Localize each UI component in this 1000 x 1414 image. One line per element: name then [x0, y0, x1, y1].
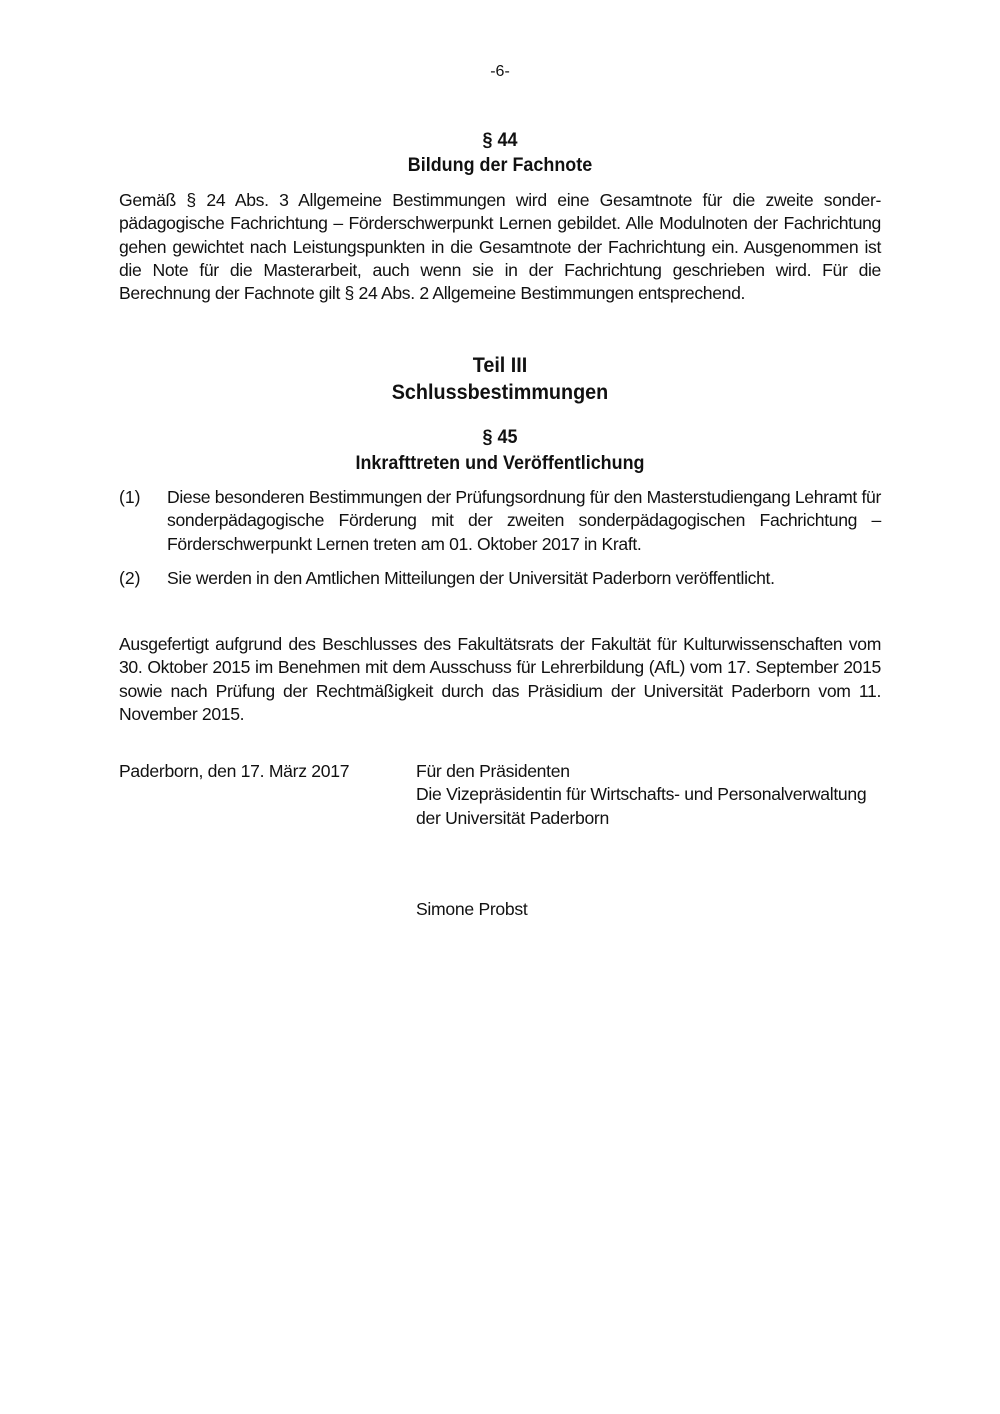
section-45-item-2 [119, 567, 881, 590]
place-date: Paderborn, den 17. März 2017 [119, 761, 350, 781]
page-number: -6- [490, 63, 510, 80]
section-45-number: § 45 [482, 426, 518, 448]
item-text: Diese besonderen Bestimmungen der Prüfungsordnung für den Masterstudiengang Lehramt für sonderpädagogische Förderung mit der zweiten sonderpädagogischen Fachrichtung – Förderschwerpunkt Lernen treten am 01. Oktober 2017 in Kraft. [167, 487, 881, 554]
section-45-item-1 [119, 486, 881, 556]
signatory-line: Die Vizepräsidentin für Wirtschafts- und Personalverwaltung [416, 784, 867, 805]
signatory-block [416, 760, 866, 830]
item-text: Sie werden in den Amtlichen Mitteilungen der Universität Paderborn veröffentlicht. [167, 568, 775, 588]
item-number: (2) [119, 568, 141, 588]
section-45-title: Inkrafttreten und Veröffentlichung [355, 452, 645, 474]
section-44-body: Gemäß § 24 Abs. 3 Allgemeine Bestimmungen wird eine Gesamtnote für die zweite sonder-pädagogische Fachrichtung – Förderschwerpunkt Lernen gebildet. Alle Modulnoten der Fachrichtung gehen gewichtet nach Leistungspunkten in die Gesamtnote der Fachrichtung ein. Ausgenommen ist die Note für die Masterarbeit, auch wenn sie in der Fachrichtung geschrieben wird. Für die Berechnung der Fachnote gilt § 24 Abs. 2 Allgemeine Bestimmungen entsprechend. [119, 190, 881, 304]
signatory-line: der Universität Paderborn [416, 807, 609, 828]
section-44-title: Bildung der Fachnote [407, 154, 593, 176]
signatory-line: Für den Präsidenten [416, 761, 570, 781]
part-3-title: Schlussbestimmungen [391, 380, 609, 404]
section-44-number: § 44 [482, 129, 518, 151]
item-number: (1) [119, 487, 141, 507]
closing-paragraph: Ausgefertigt aufgrund des Beschlusses des Fakultätsrats der Fakultät für Kulturwissenschaften vom 30. Oktober 2015 im Benehmen mit dem Ausschuss für Lehrerbildung (AfL) vom 17. September 2015 sowie nach Prüfung der Rechtmäßigkeit durch das Präsidium der Universität Paderborn vom 11. November 2015. [119, 634, 881, 724]
part-3-label: Teil III [472, 353, 528, 377]
signatory-name: Simone Probst [416, 899, 528, 919]
